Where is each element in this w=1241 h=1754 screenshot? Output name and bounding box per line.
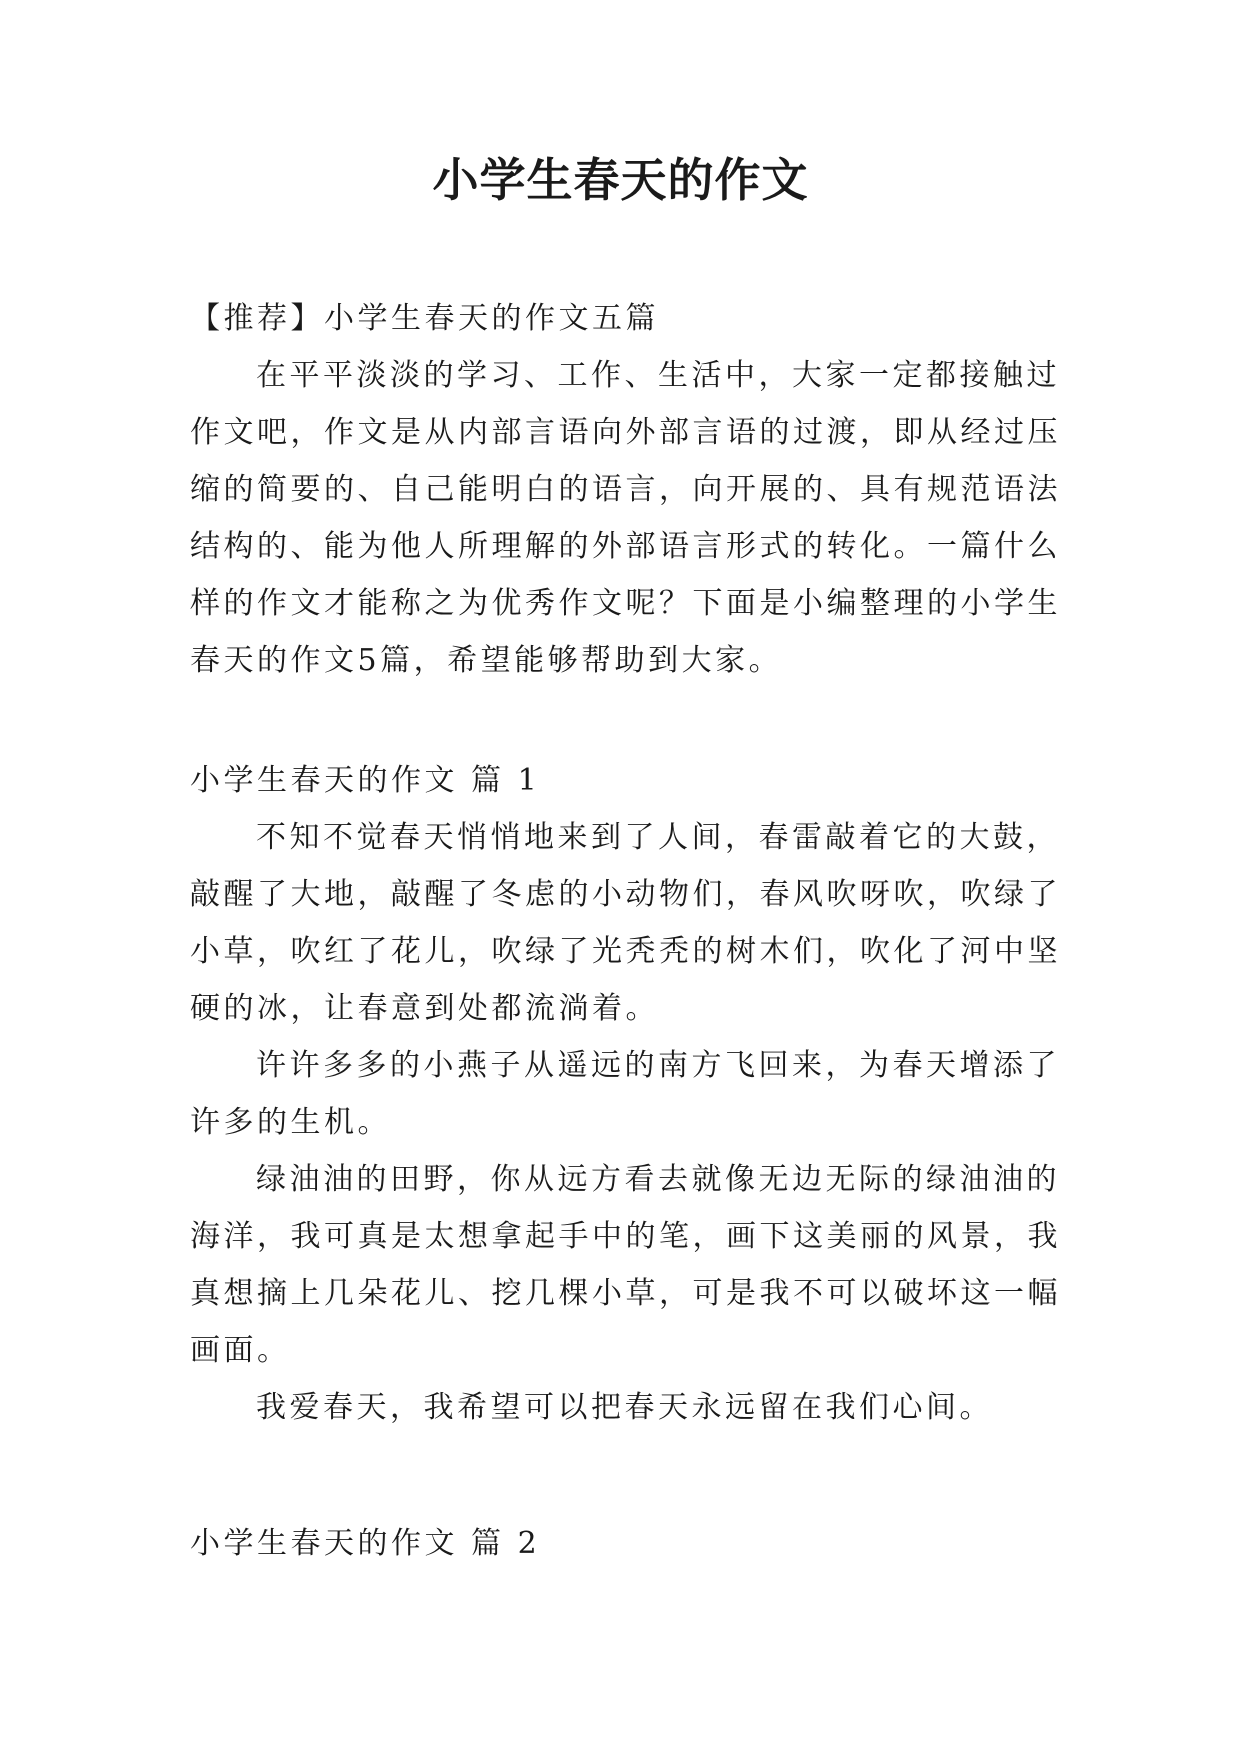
intro-block — [190, 290, 1065, 689]
section-paragraph: 我爱春天，我希望可以把春天永远留在我们心间。 — [256, 1390, 993, 1425]
section-2 — [190, 1515, 1065, 1572]
document-title: 小学生春天的作文 — [432, 153, 809, 207]
document-subtitle: 【推荐】小学生春天的作文五篇 — [190, 301, 659, 336]
section-paragraph: 绿油油的田野，你从远方看去就像无边无际的绿油油的海洋，我可真是太想拿起手中的笔，画下这美丽的风景，我真想摘上几朵花儿、挖几棵小草，可是我不可以破坏这一幅画面。 — [190, 1162, 1061, 1368]
section-1 — [190, 752, 1065, 1436]
intro-paragraph: 在平平淡淡的学习、工作、生活中，大家一定都接触过作文吧，作文是从内部言语向外部言语的过渡，即从经过压缩的简要的、自己能明白的语言，向开展的、具有规范语法结构的、能为他人所理解的外部语言形式的转化。一篇什么样的作文才能称之为优秀作文呢？下面是小编整理的小学生春天的作文5篇，希望能够帮助到大家。 — [190, 358, 1061, 678]
section-heading: 小学生春天的作文 篇 1 — [190, 763, 541, 798]
section-paragraph: 许许多多的小燕子从遥远的南方飞回来，为春天增添了许多的生机。 — [190, 1048, 1060, 1140]
section-heading: 小学生春天的作文 篇 2 — [190, 1526, 541, 1561]
section-paragraph: 不知不觉春天悄悄地来到了人间，春雷敲着它的大鼓，敲醒了大地，敲醒了冬虑的小动物们，春风吹呀吹，吹绿了小草，吹红了花儿，吹绿了光秃秃的树木们，吹化了河中坚硬的冰，让春意到处都流淌着。 — [190, 820, 1061, 1026]
